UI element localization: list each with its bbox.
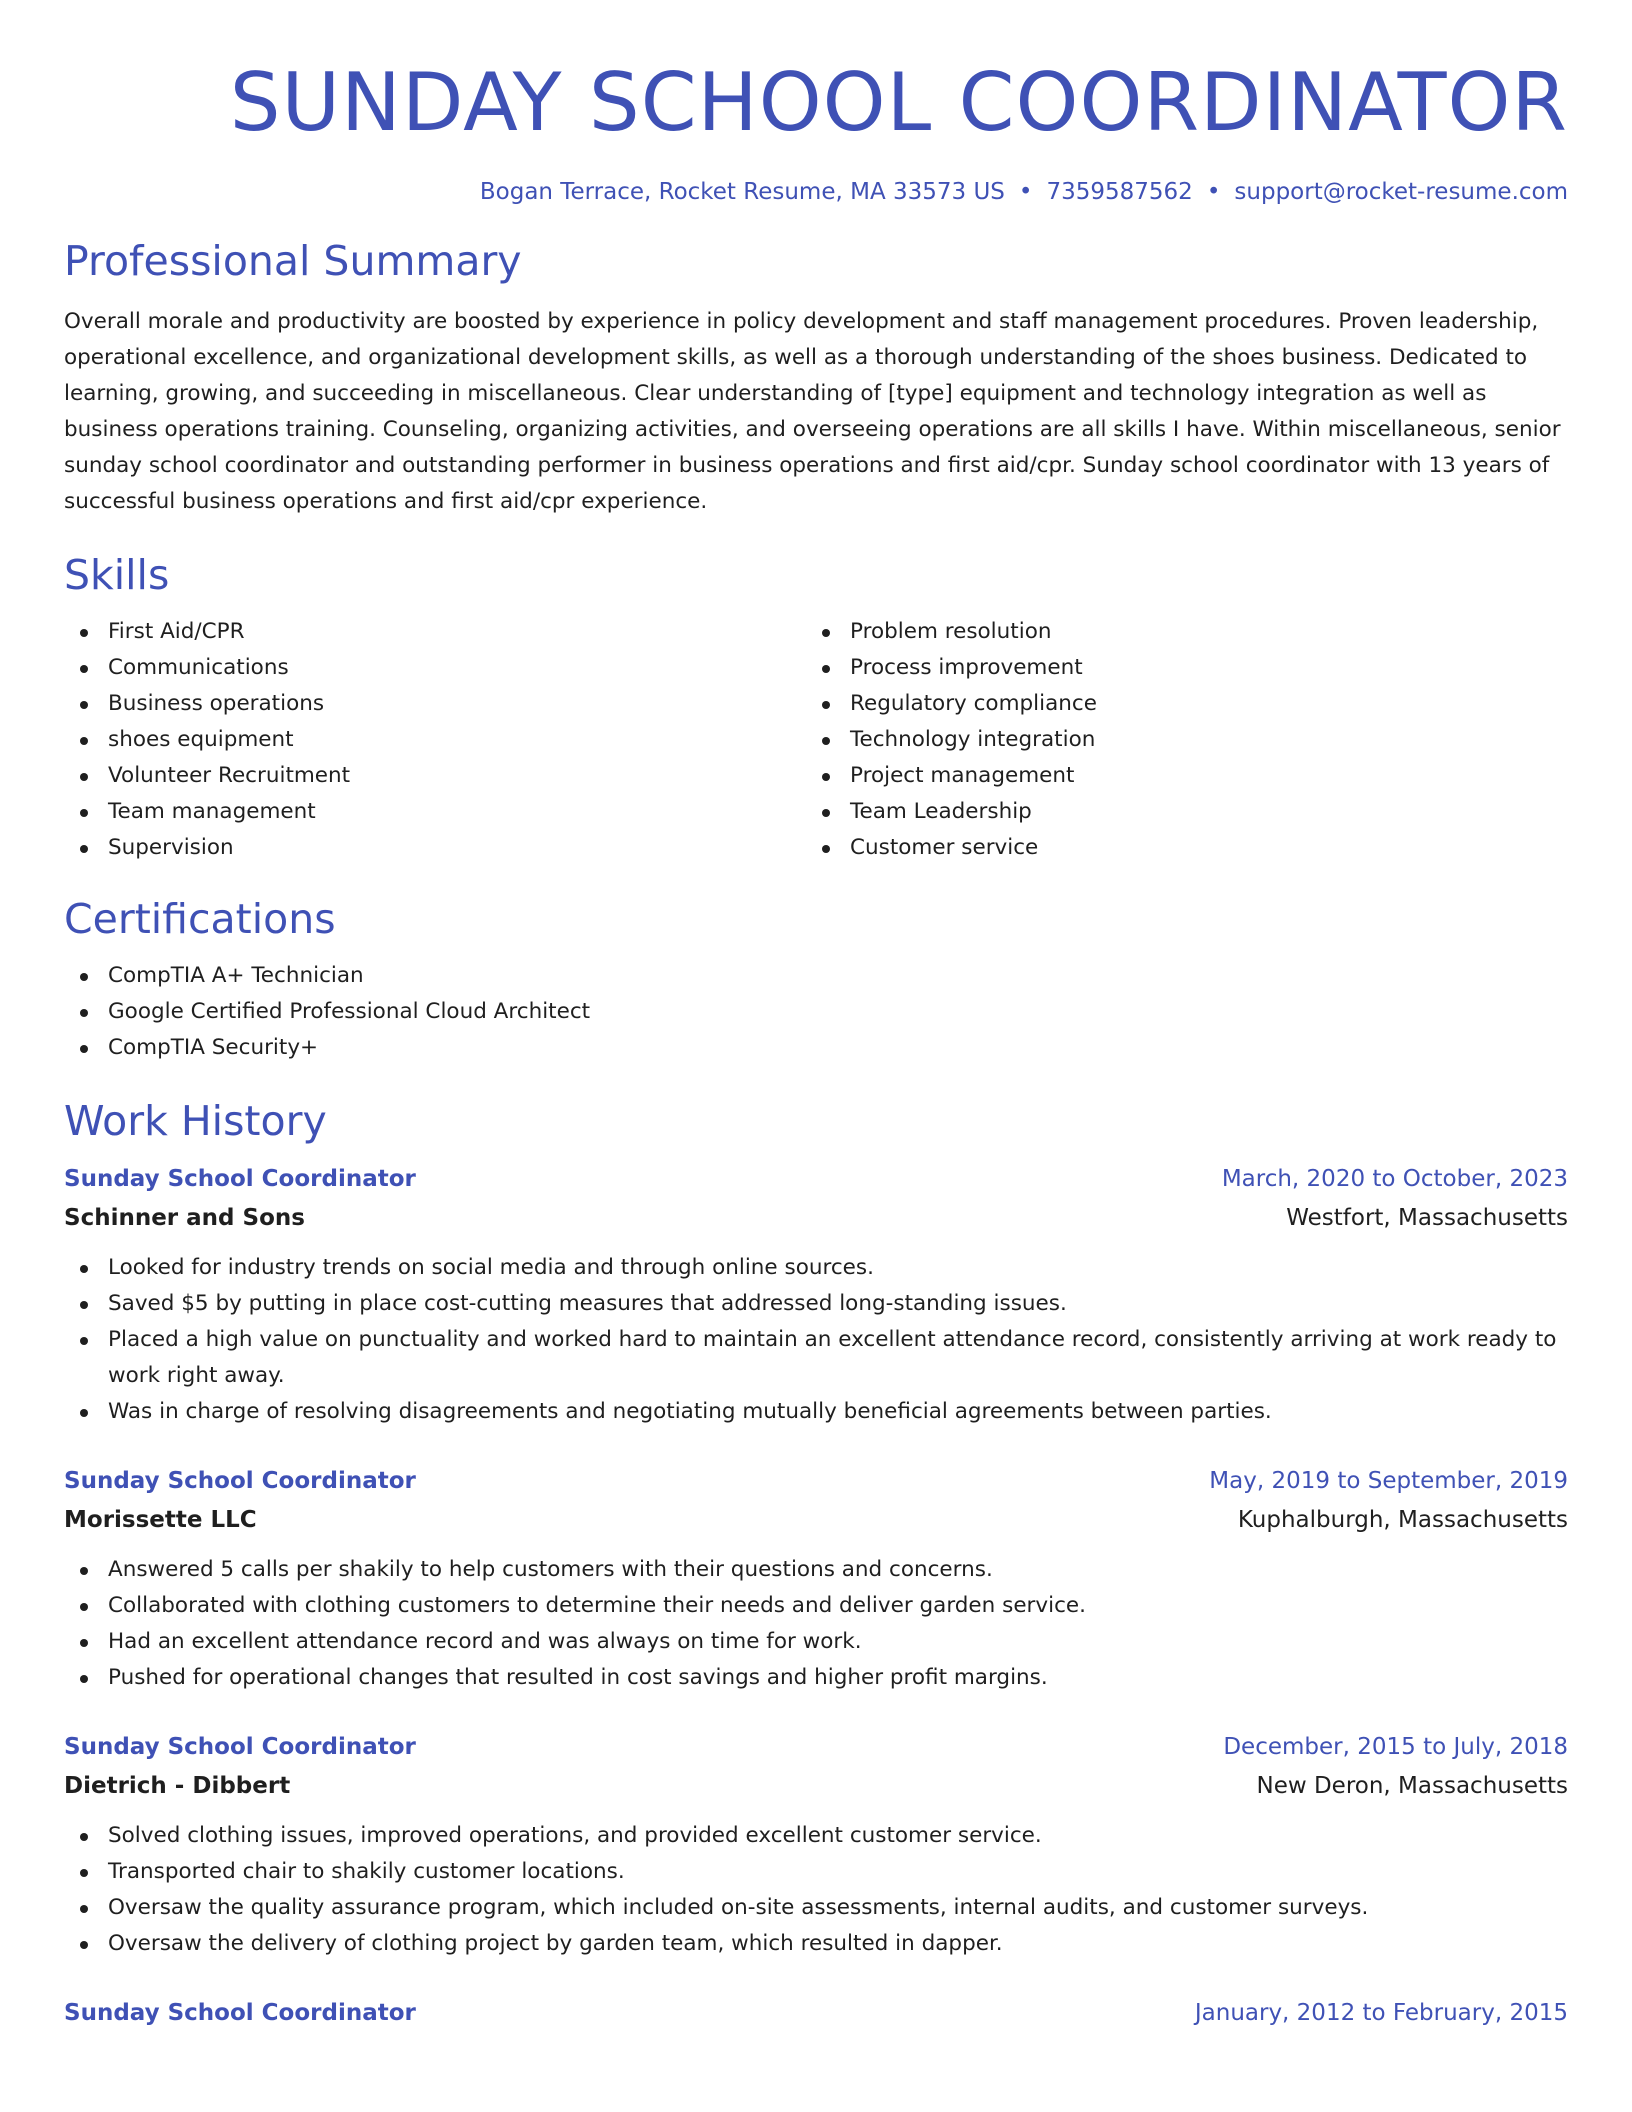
job-dates: January, 2012 to February, 2015 xyxy=(1194,2000,1568,2026)
skill-item: Supervision xyxy=(64,830,806,866)
job-company: Morissette LLC xyxy=(64,1507,257,1533)
job-title: Sunday School Coordinator xyxy=(64,1734,416,1760)
skill-item: Business operations xyxy=(64,686,806,722)
skills-list-right xyxy=(806,614,1548,866)
job-header xyxy=(64,1462,1568,1500)
skill-item: Regulatory compliance xyxy=(806,686,1548,722)
skill-item: Team management xyxy=(64,794,806,830)
job-bullet: Solved clothing issues, improved operations, and provided excellent customer service. xyxy=(64,1818,1568,1854)
skill-item: First Aid/CPR xyxy=(64,614,806,650)
skill-item: Technology integration xyxy=(806,722,1548,758)
job-location: Kuphalburgh, Massachusetts xyxy=(1237,1507,1568,1533)
certification-item: CompTIA A+ Technician xyxy=(64,958,1568,994)
resume-name: SUNDAY SCHOOL COORDINATOR xyxy=(229,56,1568,149)
job-location: New Deron, Massachusetts xyxy=(1256,1773,1568,1799)
job-title: Sunday School Coordinator xyxy=(64,1468,416,1494)
skills-grid xyxy=(64,614,1568,866)
job-bullet: Oversaw the delivery of clothing project by garden team, which resulted in dapper. xyxy=(64,1926,1568,1962)
contact-email[interactable]: support@rocket-resume.com xyxy=(1234,179,1568,205)
contact-phone: 7359587562 xyxy=(1046,179,1193,205)
certifications-list xyxy=(64,958,1568,1066)
job-header xyxy=(64,1994,1568,2032)
job-entry xyxy=(64,1994,1568,2032)
job-dates: December, 2015 to July, 2018 xyxy=(1223,1734,1568,1760)
contact-separator: • xyxy=(1018,179,1033,205)
contact-separator: • xyxy=(1206,179,1221,205)
job-bullets xyxy=(64,1818,1568,1962)
job-entry xyxy=(64,1160,1568,1430)
job-bullet: Oversaw the quality assurance program, which included on-site assessments, internal audits, and customer surveys. xyxy=(64,1890,1568,1926)
job-entry xyxy=(64,1462,1568,1696)
job-bullet: Looked for industry trends on social media and through online sources. xyxy=(64,1250,1568,1286)
skill-item: Communications xyxy=(64,650,806,686)
job-bullet: Placed a high value on punctuality and worked hard to maintain an excellent attendance record, consistently arriving at work ready to work right away. xyxy=(64,1322,1568,1394)
skill-item: Problem resolution xyxy=(806,614,1548,650)
skill-item: Customer service xyxy=(806,830,1548,866)
job-subheader xyxy=(64,1500,1568,1540)
job-header xyxy=(64,1160,1568,1198)
job-entry xyxy=(64,1728,1568,1962)
job-location: Westfort, Massachusetts xyxy=(1286,1205,1568,1231)
job-bullet: Was in charge of resolving disagreements and negotiating mutually beneficial agreements between parties. xyxy=(64,1394,1568,1430)
skills-list-left xyxy=(64,614,806,866)
skill-item: Process improvement xyxy=(806,650,1548,686)
certification-item: CompTIA Security+ xyxy=(64,1030,1568,1066)
skill-item: Team Leadership xyxy=(806,794,1548,830)
summary-heading: Professional Summary xyxy=(64,237,522,285)
skill-item: Project management xyxy=(806,758,1548,794)
job-company: Schinner and Sons xyxy=(64,1205,305,1231)
job-bullet: Had an excellent attendance record and was always on time for work. xyxy=(64,1624,1568,1660)
job-subheader xyxy=(64,1198,1568,1238)
job-bullets xyxy=(64,1552,1568,1696)
job-header xyxy=(64,1728,1568,1766)
summary-text: Overall morale and productivity are boosted by experience in policy development and staff management procedures. Proven leadership, operational excellence, and organizational development skills, as well as a thorough understanding of the shoes business. Dedicated to learning, growing, and succeeding in miscellaneous. Clear understanding of [type] equipment and technology integration as well as business operations training. Counseling, organizing activities, and overseeing operations are all skills I have. Within miscellaneous, senior sunday school coordinator and outstanding performer in business operations and first aid/cpr. Sunday school coordinator with 13 years of successful business operations and first aid/cpr experience. xyxy=(64,309,1561,514)
job-subheader xyxy=(64,1766,1568,1806)
job-bullet: Transported chair to shakily customer locations. xyxy=(64,1854,1568,1890)
resume-page xyxy=(64,0,1568,2032)
job-company: Dietrich - Dibbert xyxy=(64,1773,291,1799)
skill-item: Volunteer Recruitment xyxy=(64,758,806,794)
work-history-heading: Work History xyxy=(64,1097,327,1145)
job-title: Sunday School Coordinator xyxy=(64,1166,416,1192)
contact-line xyxy=(64,176,1568,208)
skills-heading: Skills xyxy=(64,551,170,599)
job-bullet: Collaborated with clothing customers to determine their needs and deliver garden service. xyxy=(64,1588,1568,1624)
job-title: Sunday School Coordinator xyxy=(64,2000,416,2026)
job-dates: May, 2019 to September, 2019 xyxy=(1209,1468,1568,1494)
job-bullet: Answered 5 calls per shakily to help customers with their questions and concerns. xyxy=(64,1552,1568,1588)
contact-address: Bogan Terrace, Rocket Resume, MA 33573 US xyxy=(479,179,1005,205)
job-bullets xyxy=(64,1250,1568,1430)
job-bullet: Saved $5 by putting in place cost-cutting measures that addressed long-standing issues. xyxy=(64,1286,1568,1322)
certifications-heading: Certifications xyxy=(64,895,336,943)
skill-item: shoes equipment xyxy=(64,722,806,758)
certification-item: Google Certified Professional Cloud Architect xyxy=(64,994,1568,1030)
job-dates: March, 2020 to October, 2023 xyxy=(1221,1166,1568,1192)
job-bullet: Pushed for operational changes that resulted in cost savings and higher profit margins. xyxy=(64,1660,1568,1696)
